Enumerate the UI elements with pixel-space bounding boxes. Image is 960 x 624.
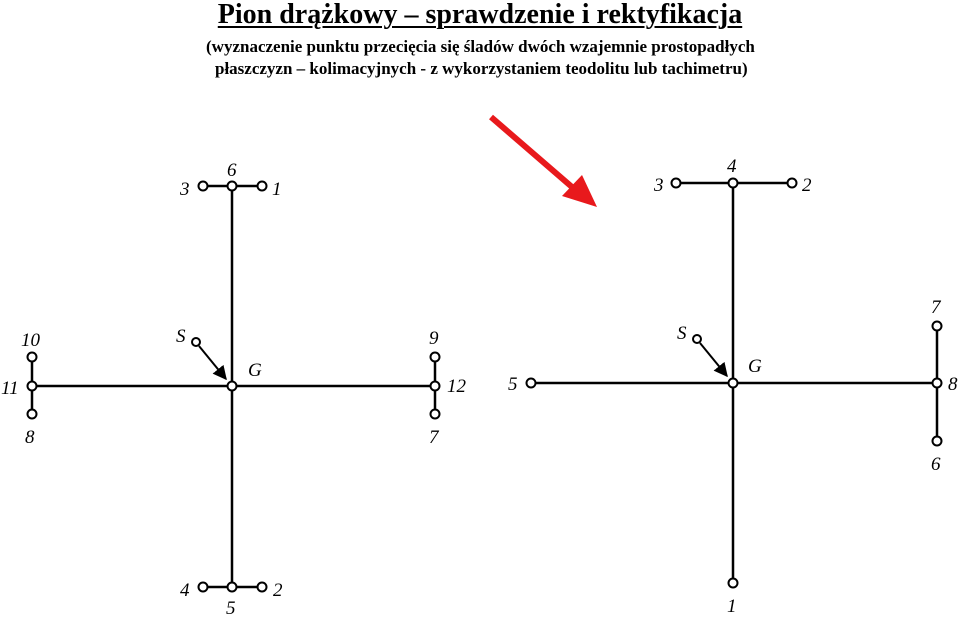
right-node-5: [527, 379, 536, 388]
left-node-9: [431, 353, 440, 362]
right-label-7: 7: [931, 297, 941, 318]
left-label-4: 4: [180, 580, 190, 601]
left-label-g: G: [248, 360, 262, 381]
page-title: Pion drążkowy – sprawdzenie i rektyfikacja: [217, 0, 743, 30]
left-label-5: 5: [226, 598, 236, 619]
right-node-4: [729, 179, 738, 188]
right-node-s: [693, 335, 701, 343]
left-node-6: [228, 182, 237, 191]
right-center-g: [729, 379, 738, 388]
left-node-12: [431, 382, 440, 391]
left-node-1: [258, 182, 267, 191]
right-node-2: [788, 179, 797, 188]
left-pointer-arrow: [199, 346, 226, 379]
left-node-5: [228, 583, 237, 592]
right-node-7: [933, 322, 942, 331]
left-label-8: 8: [25, 427, 35, 448]
right-label-8: 8: [948, 374, 958, 395]
right-label-6: 6: [931, 454, 941, 475]
right-label-4: 4: [727, 156, 737, 177]
left-diagram: [1, 160, 467, 619]
left-label-11: 11: [1, 378, 19, 399]
right-pointer-arrow: [700, 343, 727, 376]
transition-arrow: [491, 117, 597, 207]
left-label-1: 1: [272, 179, 282, 200]
left-label-3: 3: [180, 179, 190, 200]
left-node-2: [258, 583, 267, 592]
right-node-8: [933, 379, 942, 388]
left-center-g: [228, 382, 237, 391]
subtitle-line-1: (wyznaczenie punktu przecięcia się śladów dwóch wzajemnie prostopadłych: [206, 37, 755, 56]
left-label-12: 12: [447, 376, 466, 397]
right-label-5: 5: [508, 374, 518, 395]
right-label-g: G: [748, 356, 762, 377]
left-label-2: 2: [273, 580, 283, 601]
right-node-6: [933, 437, 942, 446]
right-label-1: 1: [727, 596, 737, 617]
left-label-s: S: [176, 326, 186, 347]
left-label-10: 10: [21, 330, 40, 351]
left-label-6: 6: [227, 160, 237, 181]
left-node-11: [28, 382, 37, 391]
left-node-4: [199, 583, 208, 592]
right-diagram: [508, 156, 958, 617]
right-label-s: S: [677, 323, 687, 344]
left-label-7: 7: [429, 427, 439, 448]
subtitle-line-2: płaszczyzn – kolimacyjnych - z wykorzystaniem teodolitu lub tachimetru): [215, 59, 748, 78]
right-node-1: [729, 579, 738, 588]
left-node-8: [28, 410, 37, 419]
right-label-2: 2: [802, 175, 812, 196]
left-node-7: [431, 410, 440, 419]
right-label-3: 3: [654, 175, 664, 196]
red-arrow-shaft: [491, 117, 572, 187]
left-node-s: [192, 338, 200, 346]
left-label-9: 9: [429, 328, 439, 349]
left-node-3: [199, 182, 208, 191]
left-node-10: [28, 353, 37, 362]
right-node-3: [672, 179, 681, 188]
